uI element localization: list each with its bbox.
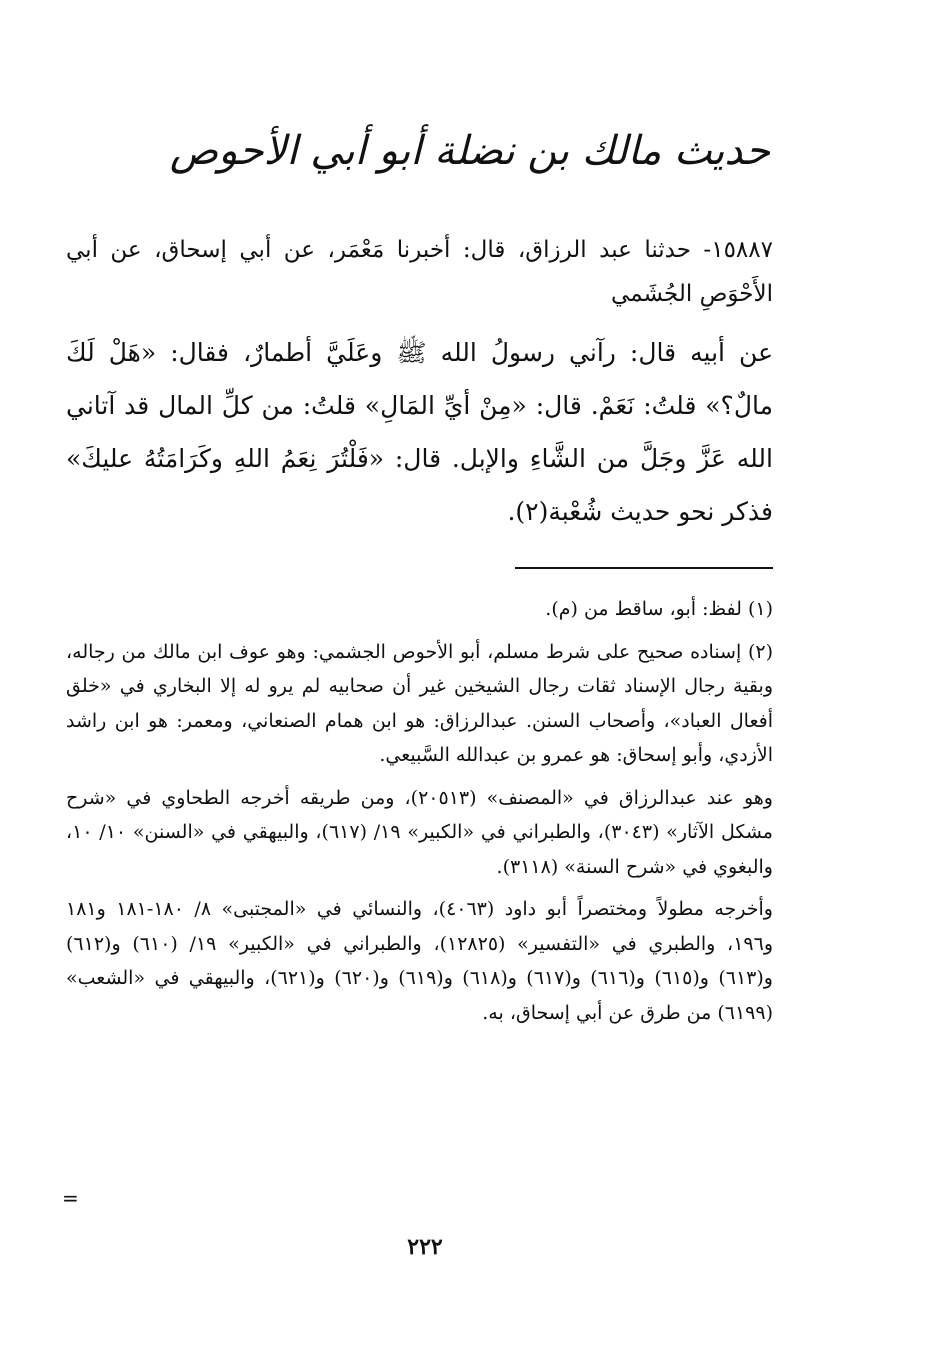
continuation-mark: = xyxy=(62,1186,79,1210)
footnote-1: (١) لفظ: أبو، ساقط من (م). xyxy=(545,598,773,620)
hadith-matn: عن أبيه قال: رآني رسولُ الله ﷺ وعَلَيَّ أطمارٌ، فقال: «هَلْ لَكَ مالٌ؟» قلتُ: نَعَمْ. قال: «مِنْ أيِّ المَالِ» قلتُ: من كلِّ المال قد آتاني الله عَزَّ وجَلَّ من الشَّاءِ والإبل. قال: «فَلْتُرَ نِعَمُ اللهِ وكَرَامَتُهُ عليكَ» فذكر نحو حديث شُعْبة(٢). xyxy=(66,338,773,526)
section-heading: حديث مالك بن نضلة أبو أبي الأحوص xyxy=(169,128,771,174)
footnote-2-continued-a: وهو عند عبدالرزاق في «المصنف» (٢٠٥١٣)، ومن طريقه أخرجه الطحاوي في «شرح مشكل الآثار» (٣٠٤٣)، والطبراني في «الكبير» ١٩/ (٦١٧)، والبيهقي في «السنن» ١٠/ ١٠، والبغوي في «شرح السنة» (٣١١٨). xyxy=(66,786,773,878)
footnotes xyxy=(66,592,773,1038)
hadith-isnad: ١٥٨٨٧- حدثنا عبد الرزاق، قال: أخبرنا مَعْمَر، عن أبي إسحاق، عن أبي الأَحْوَصِ الجُشَمي xyxy=(66,237,773,307)
footnote-2: (٢) إسناده صحيح على شرط مسلم، أبو الأحوص الجشمي: وهو عوف ابن مالك من رجاله، وبقية رجال الإسناد ثقات رجال الشيخين غير أن صحابيه لم يرو له إلا البخاري في «خلق أفعال العباد»، وأصحاب السنن. عبدالرزاق: هو ابن همام الصنعاني، ومعمر: هو ابن راشد الأزدي، وأبو إسحاق: هو عمرو بن عبدالله السَّبيعي. xyxy=(66,640,773,766)
footnote-2-continued-b: وأخرجه مطولاً ومختصراً أبو داود (٤٠٦٣)، والنسائي في «المجتبى» ٨/ ١٨٠-١٨١ و١٨١ و١٩٦، والطبري في «التفسير» (١٢٨٢٥)، والطبراني في «الكبير» ١٩/ (٦١٠) و(٦١٢) و(٦١٣) و(٦١٥) و(٦١٦) و(٦١٧) و(٦١٨) و(٦١٩) و(٦٢٠) و(٦٢١)، والبيهقي في «الشعب» (٦١٩٩) من طرق عن أبي إسحاق، به. xyxy=(66,898,773,1024)
page-number: ٢٢٢ xyxy=(407,1234,443,1260)
footnote-separator xyxy=(515,567,773,569)
